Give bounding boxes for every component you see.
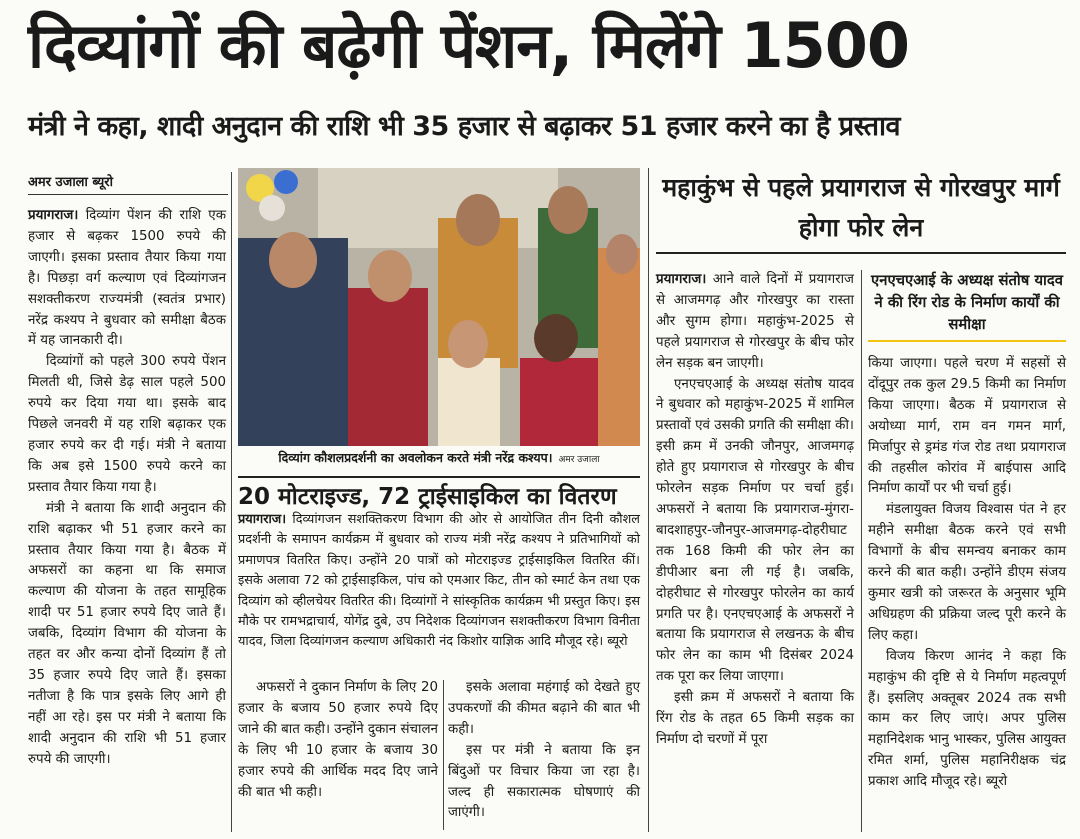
story3-para-1: प्रयागराज। आने वाले दिनों में प्रयागराज से आजमगढ़ और गोरखपुर का रास्ता और सुगम होगा। महाकुंभ-2025 से पहले प्रयागराज से गोरखपुर के बीच फोर लेन सड़क बन जाएगी। bbox=[656, 272, 854, 371]
photo-illustration bbox=[238, 168, 640, 446]
sidebox-para-3: विजय किरण आनंद ने कहा कि महाकुंभ की दृष्टि से ये निर्माण महत्वपूर्ण हैं। इसलिए अक्तूबर 2024 तक सभी काम कर लिए जाएं। अपर पुलिस महानिदेशक भानु भास्कर, पुलिस आयुक्त रमित शर्मा, पुलिस महानिरीक्षक चंद्र प्रकाश आदि मौजूद रहे। ब्यूरो bbox=[868, 648, 1066, 790]
sidebox-para-2: मंडलायुक्त विजय विश्वास पंत ने हर महीने समीक्षा बैठक करने एवं सभी विभागों के बीच समन्वय बनाकर काम करने की बात कही। उन्होंने डीएम संजय कुमार खत्री को जरूरत के अनुसार भूमि अधिग्रहण की प्रक्रिया जल्द पूरी करने के लिए कहा। bbox=[868, 502, 1066, 643]
column-divider-2 bbox=[648, 168, 649, 832]
story2-lead-text: दिव्यांगजन सशक्तिकरण विभाग की ओर से आयोजित तीन दिनी कौशल प्रदर्शनी के समापन कार्यक्रम में बुधवार को राज्य मंत्री नरेंद्र कश्यप ने प्रतिभागियों को प्रमाणपत्र वितरित किए। उन्होंने 20 पात्रों को मोटराइज्ड ट्राईसाइकिल वितरित कीं। इसके अलावा 72 को ट्राईसाइकिल, पांच को एमआर किट, तीन को स्मार्ट केन तथा एक दिव्यांग को व्हीलचेयर वितरित की। दिव्यांगों ने सांस्कृतिक कार्यक्रम भी प्रस्तुत किए। इस मौके पर रामभद्राचार्य, योगेंद्र दुबे, उप निदेशक दिव्यांगजन सशक्तीकरण विभाग विनीता यादव, जिला दिव्यांगजन कल्याण अधिकारी नंद किशोर याज्ञिक आदि मौजूद रहे। ब्यूरो bbox=[238, 512, 640, 650]
headline: दिव्यांगों की बढ़ेगी पेंशन, मिलेंगे 1500 bbox=[28, 9, 910, 82]
photo-caption bbox=[238, 448, 640, 470]
story2-col-a-para: अफसरों ने दुकान निर्माण के लिए 20 हजार के बजाय 50 हजार रुपये दिए जाने की बात कही। उन्होंने दुकान संचालन के लिए भी 10 हजार के बजाय 30 हजार रुपये की आर्थिक मदद दिए जाने की बात भी कही। bbox=[238, 680, 438, 800]
story3-dateline: प्रयागराज। bbox=[656, 272, 707, 287]
story3-body bbox=[656, 270, 854, 751]
story1-body bbox=[28, 206, 226, 770]
story1-para-3: मंत्री ने बताया कि शादी अनुदान की राशि बढ़ाकर भी 51 हजार करने का प्रस्ताव तैयार किया गया है। बैठक में अफसरों का कहना था कि समाज कल्याण की योजना के तहत सामूहिक शादी पर 51 हजार रुपये दिए जाते हैं। जबकि, दिव्यांग विभाग की योजना के तहत वर और कन्या दोनों दिव्यांग हैं तो 35 हजार रुपये दिए जाते हैं। इसका नतीजा है कि पात्र इसके लिए आगे ही नहीं आ रहे। इस पर मंत्री ने बताया कि शादी अनुदान की राशि भी 51 हजार रुपये की जाएगी। bbox=[28, 500, 226, 767]
sidebox-headline: एनएचएआई के अध्यक्ष संतोष यादव ने की रिंग रोड के निर्माण कार्यों की समीक्षा bbox=[868, 270, 1066, 342]
byline: अमर उजाला ब्यूरो bbox=[28, 172, 228, 195]
story2-column-a bbox=[238, 678, 438, 803]
story2-dateline: प्रयागराज। bbox=[238, 512, 287, 527]
story3-para-3: इसी क्रम में अफसरों ने बताया कि रिंग रोड के तहत 65 किमी सड़क का निर्माण दो चरणों में पूरा bbox=[656, 690, 854, 747]
story2-lead bbox=[238, 510, 640, 653]
story2-col-b-para-1: इसके अलावा महंगाई को देखते हुए उपकरणों की कीमत बढ़ाने की बात भी कही। bbox=[448, 680, 640, 737]
story1-para-1: प्रयागराज। दिव्यांग पेंशन की राशि एक हजार से बढ़कर 1500 रुपये की जाएगी। इसका प्रस्ताव तैयार किया गया है। पिछड़ा वर्ग कल्याण एवं दिव्यांगजन सशक्तीकरण राज्यमंत्री (स्वतंत्र प्रभार) नरेंद्र कश्यप ने बुधवार को समीक्षा बैठक में यह जानकारी दी। bbox=[28, 208, 226, 349]
photo-caption-text: दिव्यांग कौशलप्रदर्शनी का अवलोकन करते मंत्री नरेंद्र कश्यप। bbox=[278, 450, 553, 465]
story1-dateline: प्रयागराज। bbox=[28, 208, 79, 223]
story2-column-b bbox=[448, 678, 640, 824]
sidebox-body bbox=[868, 354, 1066, 793]
story2-headline: 20 मोटराइज्ड, 72 ट्राईसाइकिल का वितरण bbox=[238, 476, 640, 514]
story2-col-b-para-2: इस पर मंत्री ने बताया कि इन बिंदुओं पर विचार किया जा रहा है। जल्द ही सकारात्मक घोषणाएं की जाएंगी। bbox=[448, 742, 640, 821]
subheadline: मंत्री ने कहा, शादी अनुदान की राशि भी 35 हजार से बढ़ाकर 51 हजार करने का है प्रस्ताव bbox=[28, 111, 901, 142]
photo-credit: अमर उजाला bbox=[558, 455, 600, 465]
sidebox-para-1: किया जाएगा। पहले चरण में सहसों से दोंदूपुर तक कुल 29.5 किमी का निर्माण किया जाएगा। बैठक में प्रयागराज से अयोध्या मार्ग, राम वन गमन मार्ग, मिर्जापुर से ड्रमंड गंज रोड तथा प्रयागराज की तहसील कोरांव में बाईपास आदि निर्माण कार्यों पर भी चर्चा हुई। bbox=[868, 356, 1066, 497]
story3-para-2: एनएचएआई के अध्यक्ष संतोष यादव ने बुधवार को महाकुंभ-2025 में शामिल प्रस्तावों एवं उसकी प्रगति की समीक्षा की। इसी क्रम में उनकी जौनपुर, आजमगढ़ होते हुए प्रयागराज से गोरखपुर के बीच फोरलेन सड़क निर्माण पर चर्चा हुई। अफसरों ने बताया कि प्रयागराज-मुंगरा-बादशाहपुर-जौनपुर-आजमगढ़-दोहरीघाट तक 168 किमी की फोर लेन का डीपीआर बना ली गई है। जबकि, दोहरीघाट से गोरखपुर फोरलेन का कार्य प्रगति पर है। एनएचएआई के अफसरों ने बताया कि प्रयागराज से लखनऊ के बीच फोर लेन का काम भी दिसंबर 2024 तक पूरा कर लिया जाएगा। bbox=[656, 376, 854, 685]
story3-headline: महाकुंभ से पहले प्रयागराज से गोरखपुर मार्ग होगा फोर लेन bbox=[656, 168, 1066, 254]
column-divider bbox=[231, 172, 232, 832]
column-divider-3 bbox=[861, 270, 862, 832]
story1-para-2: दिव्यांगों को पहले 300 रुपये पेंशन मिलती थी, जिसे डेढ़ साल पहले 500 रुपये कर दिया गया था। इसके बाद पिछले जनवरी में यह राशि बढ़ाकर एक हजार रुपये कर दी गई। मंत्री ने बताया कि अब इसे 1500 रुपये करने का प्रस्ताव तैयार किया गया है। bbox=[28, 354, 226, 495]
story2-divider bbox=[443, 680, 444, 830]
news-photo bbox=[238, 168, 640, 446]
